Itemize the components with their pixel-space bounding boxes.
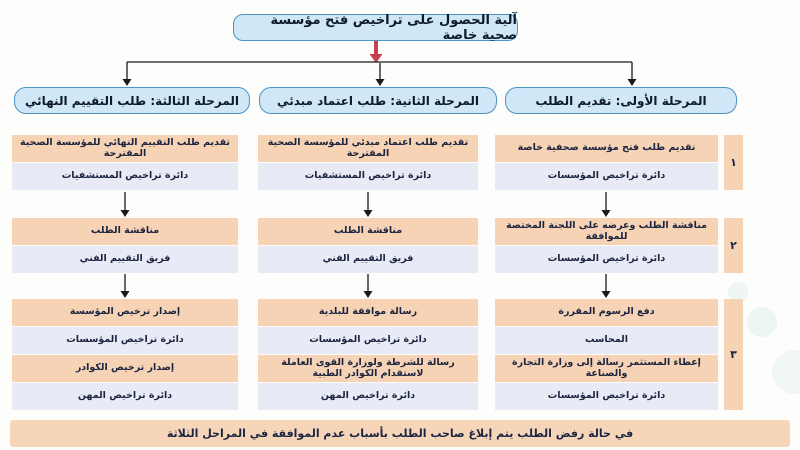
step-number-1: ١ <box>724 135 743 190</box>
department-box: المحاسب <box>495 327 718 354</box>
stage1-header <box>505 87 737 114</box>
process-box: مناقشة الطلب وعرضه على اللجنة المختصة للموافقة <box>495 218 718 245</box>
process-box: تقديم طلب فتح مؤسسة صحفية خاصة <box>495 135 718 162</box>
step-number-2: ٢ <box>724 218 743 273</box>
stage3-header-label: المرحلة الثالثة: طلب التقييم النهائي <box>24 93 240 108</box>
department-box: فريق التقييم الفني <box>12 246 238 273</box>
chart-title-label: آلية الحصول على تراخيص فتح مؤسسة صحية خاصة <box>270 12 517 43</box>
background-blob <box>747 307 777 337</box>
background-blob <box>772 350 800 394</box>
stage3-step1-group <box>12 135 238 190</box>
department-box: دائرة تراخيص المؤسسات <box>495 163 718 190</box>
department-box: دائرة تراخيص المؤسسات <box>495 383 718 410</box>
stage1-step2-group <box>495 218 718 273</box>
rejection-note-label: في حالة رفض الطلب يتم إبلاغ صاحب الطلب بأسباب عدم الموافقة في المراحل الثلاثة <box>166 427 634 440</box>
department-box: دائرة تراخيص المستشفيات <box>12 163 238 190</box>
stage1-step1-group <box>495 135 718 190</box>
process-box: مناقشة الطلب <box>12 218 238 245</box>
department-box: دائرة تراخيص المؤسسات <box>12 327 238 354</box>
process-box: دفع الرسوم المقررة <box>495 299 718 326</box>
stage2-step2-group <box>258 218 478 273</box>
stage1-step3-group <box>495 299 718 410</box>
process-box: تقديم طلب اعتماد مبدئي للمؤسسة الصحية المقترحة <box>258 135 478 162</box>
department-box: دائرة تراخيص المؤسسات <box>258 327 478 354</box>
process-box: إعطاء المستثمر رسالة إلى وزارة التجارة والصناعة <box>495 355 718 382</box>
process-box: تقديم طلب التقييم النهائي للمؤسسة الصحية المقترحة <box>12 135 238 162</box>
stage3-header <box>14 87 250 114</box>
department-box: دائرة تراخيص المؤسسات <box>495 246 718 273</box>
process-box: رسالة موافقة للبلدية <box>258 299 478 326</box>
stage2-step1-group <box>258 135 478 190</box>
process-box: إصدار ترخيص الكوادر <box>12 355 238 382</box>
process-box: مناقشة الطلب <box>258 218 478 245</box>
stage3-step3-group <box>12 299 238 410</box>
process-box: إصدار ترخيص المؤسسة <box>12 299 238 326</box>
stage2-step3-group <box>258 299 478 410</box>
rejection-note-bar <box>10 420 790 447</box>
process-box: رسالة للشرطة ولوزارة القوى العاملة لاستقدام الكوادر الطبية <box>258 355 478 382</box>
step-number-3: ٣ <box>724 299 743 410</box>
department-box: فريق التقييم الفني <box>258 246 478 273</box>
department-box: دائرة تراخيص المهن <box>258 383 478 410</box>
stage2-header <box>259 87 497 114</box>
stage1-header-label: المرحلة الأولى: تقديم الطلب <box>535 93 707 108</box>
stage2-header-label: المرحلة الثانية: طلب اعتماد مبدئي <box>277 93 479 108</box>
stage3-step2-group <box>12 218 238 273</box>
department-box: دائرة تراخيص المهن <box>12 383 238 410</box>
start-arrow <box>370 41 383 63</box>
branch-tree <box>123 62 637 86</box>
department-box: دائرة تراخيص المستشفيات <box>258 163 478 190</box>
chart-title <box>233 14 518 41</box>
